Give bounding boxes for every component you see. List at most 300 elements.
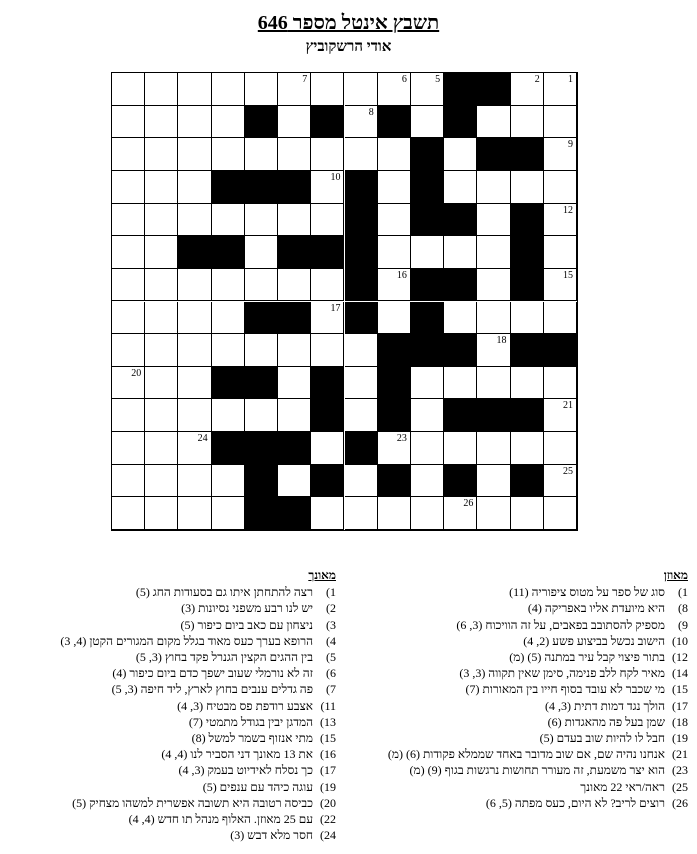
black-square (378, 367, 411, 400)
clue-text: כביסה רטובה היא תשובה אפשרית למשהו מצחיק (5) (72, 795, 316, 810)
black-square (345, 302, 378, 335)
grid-cell[interactable] (345, 106, 378, 139)
grid-cell[interactable] (477, 465, 510, 498)
grid-cell[interactable] (178, 497, 211, 530)
black-square (311, 367, 344, 400)
clue-number: 4) (326, 633, 336, 648)
grid-cell[interactable] (178, 204, 211, 237)
grid-cell[interactable] (112, 204, 145, 237)
grid-cell[interactable] (444, 171, 477, 204)
grid-cell[interactable] (212, 106, 245, 139)
clue-number: 14) (672, 666, 688, 681)
puzzle-title: תשבץ אינטל מספר 646 (257, 12, 440, 34)
down-clue (6, 762, 336, 778)
grid-cell[interactable] (145, 73, 178, 106)
clue-text: המדגן יבין בגודל מתמטי (7) (188, 714, 316, 729)
grid-cell[interactable] (212, 399, 245, 432)
black-square (511, 334, 544, 367)
grid-cell[interactable] (477, 302, 510, 335)
grid-cell[interactable] (112, 171, 145, 204)
grid-cell[interactable] (477, 269, 510, 302)
grid-cell[interactable] (112, 367, 145, 400)
grid-cell[interactable] (411, 73, 444, 106)
grid-cell[interactable] (444, 432, 477, 465)
clue-text: בתור פיצוי קבל עיר במתנה (5) (מ) (509, 650, 668, 665)
black-square (444, 73, 477, 106)
grid-cell[interactable] (178, 367, 211, 400)
grid-cell[interactable] (278, 367, 311, 400)
clue-number: 6) (326, 666, 336, 681)
down-clue (6, 827, 336, 843)
grid-cell[interactable] (145, 236, 178, 269)
grid-cell[interactable] (212, 497, 245, 530)
grid-cell[interactable] (345, 399, 378, 432)
down-clue (6, 600, 336, 616)
grid-cell[interactable] (212, 138, 245, 171)
cell-number: 10 (330, 171, 341, 183)
black-square (511, 399, 544, 432)
black-square (477, 399, 510, 432)
grid-cell[interactable] (145, 497, 178, 530)
down-clues (6, 567, 336, 843)
black-square (511, 138, 544, 171)
grid-cell[interactable] (444, 497, 477, 530)
grid-cell[interactable] (378, 171, 411, 204)
grid-cell[interactable] (544, 204, 577, 237)
grid-cell[interactable] (477, 171, 510, 204)
grid-cell[interactable] (112, 269, 145, 302)
grid-cell[interactable] (378, 269, 411, 302)
grid-cell[interactable] (477, 367, 510, 400)
grid-cell[interactable] (544, 171, 577, 204)
grid-cell[interactable] (544, 432, 577, 465)
across-clue (348, 795, 688, 811)
black-square (278, 497, 311, 530)
across-clue (348, 649, 688, 665)
clue-text: יש לנו רבע משפני נסיונות (3) (181, 601, 316, 616)
clue-text: ניצחון עם כאב ביום כיפור (5) (180, 617, 316, 632)
clue-text: עם 25 מאוזן. האלוף מנהל תו חדש (4, 4) (128, 812, 316, 827)
clue-number: 26) (672, 795, 688, 810)
black-square (378, 106, 411, 139)
grid-cell[interactable] (145, 399, 178, 432)
clue-number: 10) (672, 633, 688, 648)
clue-text: סוג של ספר על מטוס ציפוריה (11) (509, 585, 668, 600)
grid-cell[interactable] (511, 171, 544, 204)
grid-cell[interactable] (145, 367, 178, 400)
clue-number: 23) (672, 763, 688, 778)
black-square (245, 367, 278, 400)
cell-number: 26 (463, 498, 474, 510)
grid-cell[interactable] (444, 302, 477, 335)
clue-text: מתי אנזוף בשמר למשל (8) (191, 731, 316, 746)
black-square (345, 236, 378, 269)
down-clue (6, 779, 336, 795)
grid-cell[interactable] (278, 204, 311, 237)
clue-text: הרופא בערך כעס מאוד בגלל מקום המגורים הקטן (4, 3) (60, 633, 316, 648)
grid-cell[interactable] (311, 269, 344, 302)
cell-number: 23 (396, 433, 407, 445)
cell-number: 24 (197, 433, 208, 445)
grid-cell[interactable] (311, 171, 344, 204)
grid-cell[interactable] (511, 497, 544, 530)
black-square (511, 465, 544, 498)
clue-text: חבל לו להיות שוב בעדם (5) (539, 731, 668, 746)
grid-cell[interactable] (278, 138, 311, 171)
grid-cell[interactable] (145, 334, 178, 367)
clue-text: היא מיועדת אליו באפריקה (4) (527, 601, 668, 616)
grid-cell[interactable] (378, 138, 411, 171)
grid-cell[interactable] (477, 334, 510, 367)
clue-number: 15) (320, 731, 336, 746)
cell-number: 5 (435, 74, 441, 85)
black-square (511, 204, 544, 237)
clue-number: 17) (320, 763, 336, 778)
clue-text: רצה להתחתן איתו גם בסעודות החג (5) (135, 585, 316, 600)
grid-cell[interactable] (178, 334, 211, 367)
grid-cell[interactable] (345, 138, 378, 171)
clue-number: 8) (678, 601, 688, 616)
black-square (245, 302, 278, 335)
grid-cell[interactable] (278, 399, 311, 432)
black-square (212, 367, 245, 400)
grid-cell[interactable] (411, 106, 444, 139)
down-clue (6, 681, 336, 697)
black-square (212, 432, 245, 465)
grid-cell[interactable] (411, 432, 444, 465)
clue-text: כך נסלח לאידיוט בעמק (3, 4) (178, 763, 316, 778)
grid-cell[interactable] (145, 171, 178, 204)
across-clue-list (348, 584, 688, 811)
grid-cell[interactable] (245, 236, 278, 269)
grid-cell[interactable] (378, 236, 411, 269)
grid-cell[interactable] (411, 497, 444, 530)
black-square (245, 432, 278, 465)
grid-cell[interactable] (378, 73, 411, 106)
black-square (444, 106, 477, 139)
black-square (311, 399, 344, 432)
black-square (444, 269, 477, 302)
cell-number: 15 (562, 269, 573, 281)
across-clue (348, 762, 688, 778)
cell-number: 17 (330, 302, 341, 314)
grid-cell[interactable] (212, 204, 245, 237)
grid-cell[interactable] (477, 236, 510, 269)
black-square (411, 302, 444, 335)
grid-cell[interactable] (145, 432, 178, 465)
black-square (378, 399, 411, 432)
down-clue (6, 649, 336, 665)
grid-cell[interactable] (178, 269, 211, 302)
grid-cell[interactable] (245, 334, 278, 367)
grid-cell[interactable] (311, 204, 344, 237)
across-clue (348, 746, 688, 762)
clue-number: 22) (320, 812, 336, 827)
black-square (278, 236, 311, 269)
grid-cell[interactable] (345, 73, 378, 106)
grid-cell[interactable] (245, 269, 278, 302)
black-square (245, 497, 278, 530)
grid-cell[interactable] (544, 367, 577, 400)
clue-number: 24) (320, 828, 336, 843)
clue-text: הישוב נכשל בביצוע פשע (2, 4) (523, 633, 668, 648)
clue-text: עוגה כיהד עם ענפים (5) (202, 779, 316, 794)
clue-text: הוא יצר משמעת, זה מעורר תחושות נרגשות בגוף (9) (מ) (409, 763, 668, 778)
grid-cell[interactable] (145, 269, 178, 302)
clue-text: חסר מלא דבש (3) (230, 828, 316, 843)
black-square (245, 465, 278, 498)
grid-cell[interactable] (411, 399, 444, 432)
clue-number: 20) (320, 795, 336, 810)
black-square (311, 106, 344, 139)
grid-cell[interactable] (212, 269, 245, 302)
grid-cell[interactable] (112, 73, 145, 106)
clue-text: מאיר לקח ללב פנימה, סימן שאין תקווה (3, 3) (459, 666, 668, 681)
grid-cell[interactable] (444, 138, 477, 171)
clue-number: 9) (678, 617, 688, 632)
black-square (411, 138, 444, 171)
grid-cell[interactable] (178, 171, 211, 204)
grid-cell[interactable] (145, 302, 178, 335)
grid-cell[interactable] (544, 497, 577, 530)
down-clue (6, 746, 336, 762)
grid-cell[interactable] (178, 302, 211, 335)
clue-number: 11) (320, 698, 336, 713)
down-clue (6, 698, 336, 714)
clue-text: אנחנו נהיה שם, אם שוב מדובר באחד שממלא פקודות (6) (מ) (387, 747, 668, 762)
down-clue (6, 811, 336, 827)
grid-cell[interactable] (511, 367, 544, 400)
down-clue (6, 633, 336, 649)
clue-number: 19) (672, 731, 688, 746)
black-square (345, 171, 378, 204)
grid-cell[interactable] (544, 465, 577, 498)
grid-cell[interactable] (145, 106, 178, 139)
black-square (311, 236, 344, 269)
clue-number: 16) (320, 747, 336, 762)
grid-cell[interactable] (145, 138, 178, 171)
across-clue (348, 714, 688, 730)
grid-cell[interactable] (345, 497, 378, 530)
black-square (278, 432, 311, 465)
clue-text: בין ההגים הקצין הגנרל פקד בחוץ (3, 5) (135, 650, 316, 665)
black-square (212, 171, 245, 204)
clue-text: אצבע רודפת פס מבטיח (3, 4) (177, 698, 316, 713)
black-square (345, 432, 378, 465)
grid-cell[interactable] (245, 204, 278, 237)
cell-number: 2 (534, 74, 540, 85)
black-square (378, 465, 411, 498)
grid-cell[interactable] (178, 432, 211, 465)
cell-number: 12 (562, 204, 573, 216)
down-clue (6, 714, 336, 730)
down-clue (6, 617, 336, 633)
down-header: מאונך (308, 568, 336, 582)
grid-cell[interactable] (311, 334, 344, 367)
grid-cell[interactable] (378, 204, 411, 237)
grid-cell[interactable] (278, 269, 311, 302)
grid-cell[interactable] (178, 465, 211, 498)
grid-cell[interactable] (245, 73, 278, 106)
black-square (444, 204, 477, 237)
grid-cell[interactable] (311, 138, 344, 171)
grid-cell[interactable] (145, 204, 178, 237)
grid-cell[interactable] (544, 73, 577, 106)
grid-cell[interactable] (311, 73, 344, 106)
grid-cell[interactable] (112, 432, 145, 465)
grid-cell[interactable] (544, 269, 577, 302)
grid-cell[interactable] (378, 497, 411, 530)
grid-cell[interactable] (544, 399, 577, 432)
grid-cell[interactable] (212, 334, 245, 367)
grid-cell[interactable] (411, 236, 444, 269)
grid-cell[interactable] (245, 399, 278, 432)
clue-number: 15) (672, 682, 688, 697)
cell-number: 25 (562, 465, 573, 477)
down-clue (6, 795, 336, 811)
grid-cell[interactable] (411, 465, 444, 498)
grid-cell[interactable] (511, 302, 544, 335)
grid-cell[interactable] (544, 302, 577, 335)
grid-cell[interactable] (178, 399, 211, 432)
grid-cell[interactable] (278, 465, 311, 498)
grid-cell[interactable] (178, 138, 211, 171)
clue-text: זה לא נורמלי שעוב ישפך כדם ביום כיפור (4) (112, 666, 316, 681)
clue-number: 19) (320, 779, 336, 794)
grid-cell[interactable] (378, 432, 411, 465)
grid-cell[interactable] (112, 138, 145, 171)
grid-cell[interactable] (112, 236, 145, 269)
across-clue (348, 617, 688, 633)
across-clues (348, 567, 688, 811)
grid-cell[interactable] (345, 465, 378, 498)
grid-cell[interactable] (411, 367, 444, 400)
grid-cell[interactable] (311, 432, 344, 465)
black-square (444, 465, 477, 498)
cell-number: 6 (401, 74, 407, 85)
cell-number: 16 (396, 269, 407, 281)
grid-cell[interactable] (278, 73, 311, 106)
grid-cell[interactable] (245, 138, 278, 171)
clue-text: מי שכבר לא עובד בסוף חייו בין המאורות (7) (465, 682, 668, 697)
crossword-grid (111, 72, 578, 531)
black-square (178, 236, 211, 269)
clue-number: 17) (672, 698, 688, 713)
black-square (511, 236, 544, 269)
grid-cell[interactable] (112, 465, 145, 498)
clue-text: רוצים לריב? לא היום, כעס מפתה (5, 6) (485, 795, 668, 810)
across-clue (348, 600, 688, 616)
black-square (345, 269, 378, 302)
grid-cell[interactable] (178, 106, 211, 139)
grid-cell[interactable] (311, 302, 344, 335)
grid-cell[interactable] (511, 106, 544, 139)
grid-cell[interactable] (477, 204, 510, 237)
clue-number: 18) (672, 714, 688, 729)
black-square (411, 269, 444, 302)
grid-cell[interactable] (544, 106, 577, 139)
clue-number: 12) (672, 650, 688, 665)
grid-cell[interactable] (311, 497, 344, 530)
black-square (477, 138, 510, 171)
grid-cell[interactable] (278, 334, 311, 367)
grid-cell[interactable] (477, 432, 510, 465)
black-square (245, 171, 278, 204)
across-clue (348, 779, 688, 795)
down-clue (6, 584, 336, 600)
cell-number: 18 (496, 335, 507, 347)
black-square (345, 204, 378, 237)
black-square (411, 171, 444, 204)
grid-cell[interactable] (112, 334, 145, 367)
grid-cell[interactable] (112, 399, 145, 432)
clue-number: 2) (326, 601, 336, 616)
clue-number: 25) (672, 779, 688, 794)
black-square (544, 334, 577, 367)
grid-cell[interactable] (511, 432, 544, 465)
clue-text: ראה/ראי 22 מאונך (580, 779, 668, 794)
down-clue-list (6, 584, 336, 843)
black-square (212, 236, 245, 269)
cell-number: 8 (368, 106, 374, 118)
grid-cell[interactable] (278, 106, 311, 139)
grid-cell[interactable] (477, 106, 510, 139)
across-clue (348, 730, 688, 746)
clue-number: 3) (326, 617, 336, 632)
black-square (411, 204, 444, 237)
clue-text: מספיק להסתובב בפאבים, על זה הוויכוח (3, 6) (456, 617, 668, 632)
grid-cell[interactable] (378, 302, 411, 335)
grid-cell[interactable] (212, 73, 245, 106)
grid-cell[interactable] (145, 465, 178, 498)
black-square (278, 302, 311, 335)
grid-cell[interactable] (345, 367, 378, 400)
clue-number: 1) (326, 585, 336, 600)
cell-number: 1 (567, 74, 573, 85)
black-square (444, 334, 477, 367)
black-square (444, 399, 477, 432)
grid-cell[interactable] (544, 236, 577, 269)
black-square (245, 106, 278, 139)
grid-cell[interactable] (178, 73, 211, 106)
across-header: מאוזן (663, 568, 688, 582)
grid-cell[interactable] (477, 497, 510, 530)
grid-cell[interactable] (112, 302, 145, 335)
black-square (477, 73, 510, 106)
grid-cell[interactable] (345, 334, 378, 367)
clue-text: את 13 מאונך דני הסביר לנו (4, 4) (161, 747, 316, 762)
grid-cell[interactable] (112, 497, 145, 530)
clue-number: 7) (326, 682, 336, 697)
grid-cell[interactable] (544, 138, 577, 171)
grid-cell[interactable] (112, 106, 145, 139)
across-clue (348, 633, 688, 649)
grid-cell[interactable] (212, 302, 245, 335)
clue-text: הולך נגד דמות דתית (3, 4) (545, 698, 668, 713)
clue-text: פה גדלים ענבים בחוץ לארץ, ליד חיפה (3, 5) (111, 682, 316, 697)
puzzle-author: אודי הרשקוביץ (305, 39, 392, 55)
black-square (378, 334, 411, 367)
grid-cell[interactable] (444, 236, 477, 269)
across-clue (348, 665, 688, 681)
grid-cell[interactable] (444, 367, 477, 400)
across-clue (348, 681, 688, 697)
grid-cell[interactable] (511, 73, 544, 106)
clue-text: שמן בעל פה מהאגדות (6) (547, 714, 668, 729)
clue-number: 5) (326, 650, 336, 665)
grid-cell[interactable] (212, 465, 245, 498)
black-square (411, 334, 444, 367)
